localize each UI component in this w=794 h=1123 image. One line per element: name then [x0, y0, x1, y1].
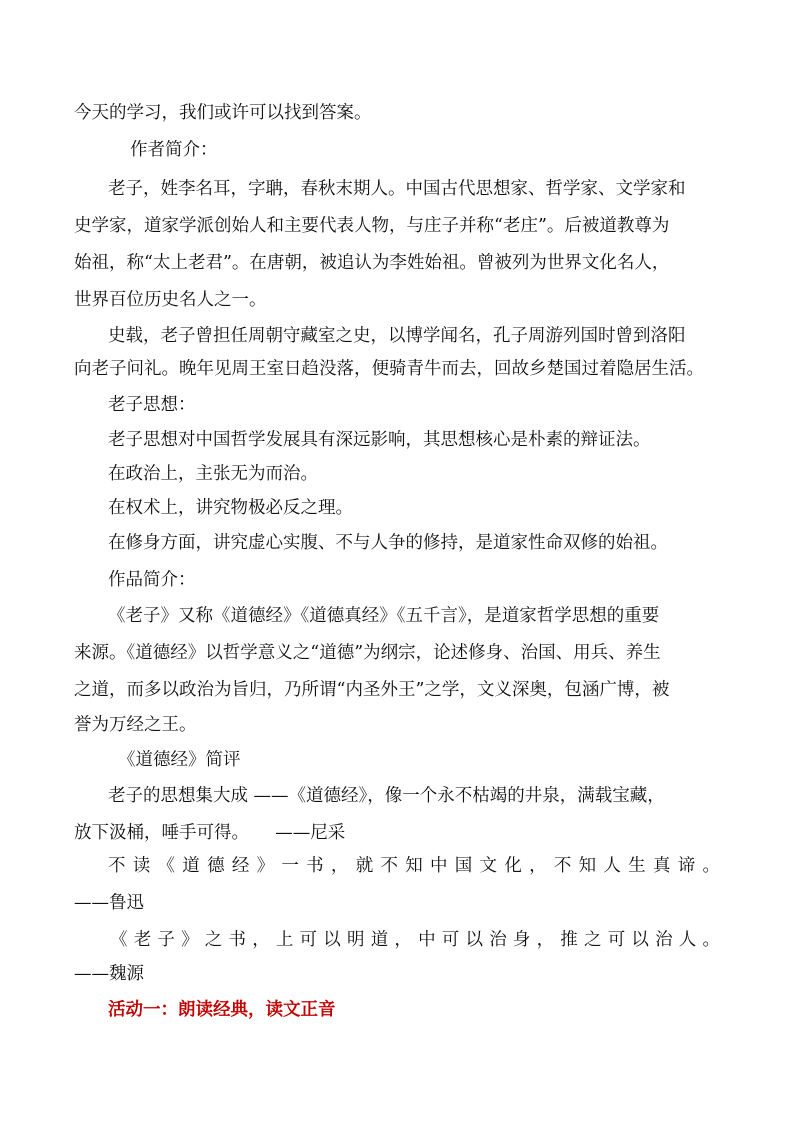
nietzsche-quote-line-2: 放下汲桶，唾手可得。 ——尼采	[74, 823, 346, 843]
nietzsche-quote-line-1: 老子的思想集大成 ——《道德经》，像一个永不枯竭的井泉，满载宝藏，	[108, 786, 665, 806]
history-line-1: 史载，老子曾担任周朝守藏室之史，以博学闻名，孔子周游列国时曾到洛阳	[108, 326, 686, 346]
luxun-attribution: ——鲁迅	[74, 893, 144, 913]
author-bio-line-2: 史学家，道家学派创始人和主要代表人物，与庄子并称“老庄”。后被道教尊为	[74, 216, 670, 236]
review-heading: 《道德经》简评	[118, 750, 241, 770]
thought-line-4: 在修身方面，讲究虚心实腹、不与人争的修持，是道家性命双修的始祖。	[108, 533, 668, 553]
thought-line-1: 老子思想对中国哲学发展具有深远影响，其思想核心是朴素的辩证法。	[108, 430, 651, 450]
section-heading-thought: 老子思想：	[108, 395, 196, 415]
thought-line-3: 在权术上，讲究物极必反之理。	[108, 498, 353, 518]
weiyuan-attribution: ——魏源	[74, 964, 144, 984]
works-line-3: 之道，而多以政治为旨归，乃所谓“内圣外王”之学，文义深奥，包涵广博，被	[74, 680, 670, 700]
activity-heading: 活动一：朗读经典，读文正音	[108, 1000, 336, 1020]
section-heading-works: 作品简介：	[108, 570, 196, 590]
works-line-4: 誉为万经之王。	[74, 715, 197, 735]
luxun-quote: 不读《道德经》一书，就不知中国文化，不知人生真谛。	[108, 856, 720, 876]
intro-line: 今天的学习，我们或许可以找到答案。	[74, 103, 372, 123]
author-bio-line-1: 老子，姓李名耳，字聃，春秋末期人。中国古代思想家、哲学家、文学家和	[108, 179, 686, 199]
history-line-2: 向老子问礼。晚年见周王室日趋没落，便骑青牛而去，回故乡楚国过着隐居生活。	[74, 359, 704, 379]
weiyuan-quote: 《老子》之书，上可以明道，中可以治身，推之可以治人。	[110, 930, 720, 950]
author-bio-line-3: 始祖，称“太上老君”。在唐朝，被追认为李姓始祖。曾被列为世界文化名人，	[74, 253, 670, 273]
section-heading-author: 作者简介：	[130, 140, 218, 160]
works-line-2: 来源。《道德经》以哲学意义之“道德”为纲宗，论述修身、治国、用兵、养生	[74, 643, 661, 663]
works-line-1: 《老子》又称《道德经》《道德真经》《五千言》，是道家哲学思想的重要	[108, 606, 660, 626]
author-bio-line-4: 世界百位历史名人之一。	[74, 290, 267, 310]
thought-line-2: 在政治上，主张无为而治。	[108, 464, 318, 484]
